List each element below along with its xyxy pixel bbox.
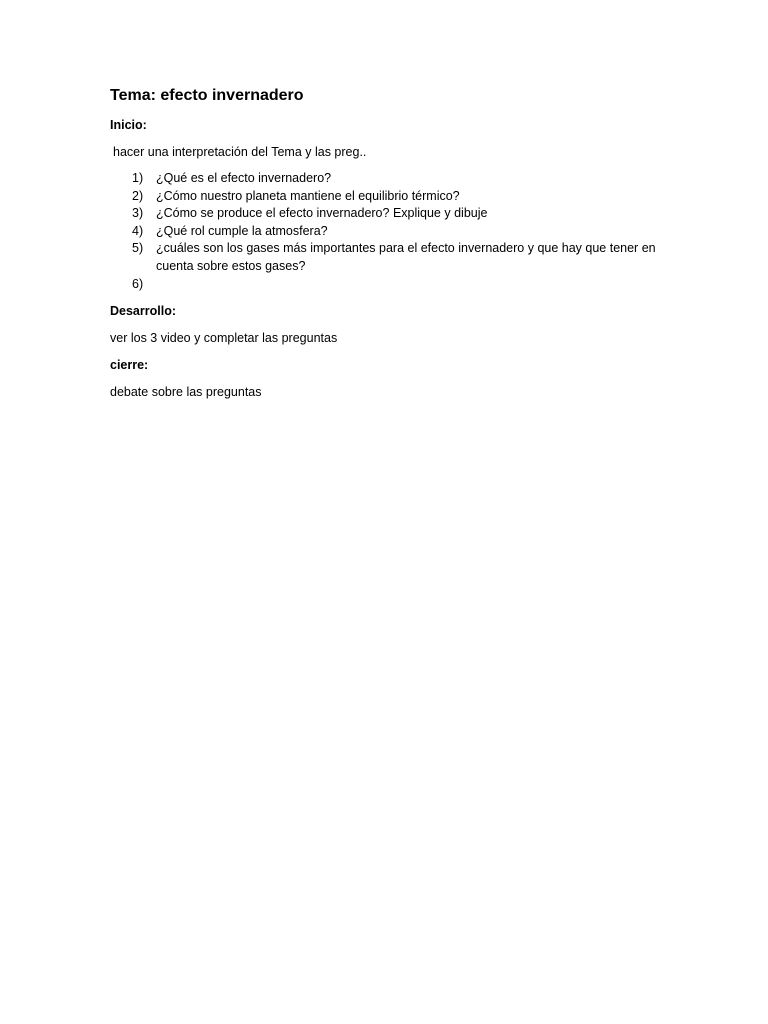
list-item-text: ¿Cómo nuestro planeta mantiene el equilibrio térmico? [156,188,460,203]
list-item [110,205,670,223]
inicio-heading: Inicio: [110,118,147,132]
desarrollo-text: ver los 3 video y completar las preguntas [110,331,338,346]
list-item-number: 1) [132,171,144,185]
list-item-number: 4) [132,223,144,238]
document-page [110,86,670,410]
list-item-text: ¿Cómo se produce el efecto invernadero? Explique y dibuje [156,206,488,221]
list-item [110,223,670,241]
cierre-heading: cierre: [110,358,149,373]
list-item-text [156,276,670,294]
list-item-number: 6) [132,276,144,291]
inicio-text: hacer una interpretación del Tema y las preg.. [113,145,367,159]
question-list [110,170,670,293]
list-item-number: 5) [132,241,144,256]
list-item-number: 2) [132,188,144,203]
list-item [110,276,670,294]
list-item [110,170,670,188]
list-item-number: 3) [132,206,144,221]
list-item-text: ¿Qué rol cumple la atmosfera? [156,223,328,238]
document-title: Tema: efecto invernadero [110,87,304,104]
list-item-text: ¿Qué es el efecto invernadero? [156,171,332,185]
desarrollo-heading: Desarrollo: [110,304,176,319]
cierre-text: debate sobre las preguntas [110,385,262,400]
list-item [110,188,670,206]
list-item [110,240,670,275]
list-item-text: ¿cuáles son los gases más importantes para el efecto invernadero y que hay que tener en cuenta sobre estos gases? [156,241,656,273]
